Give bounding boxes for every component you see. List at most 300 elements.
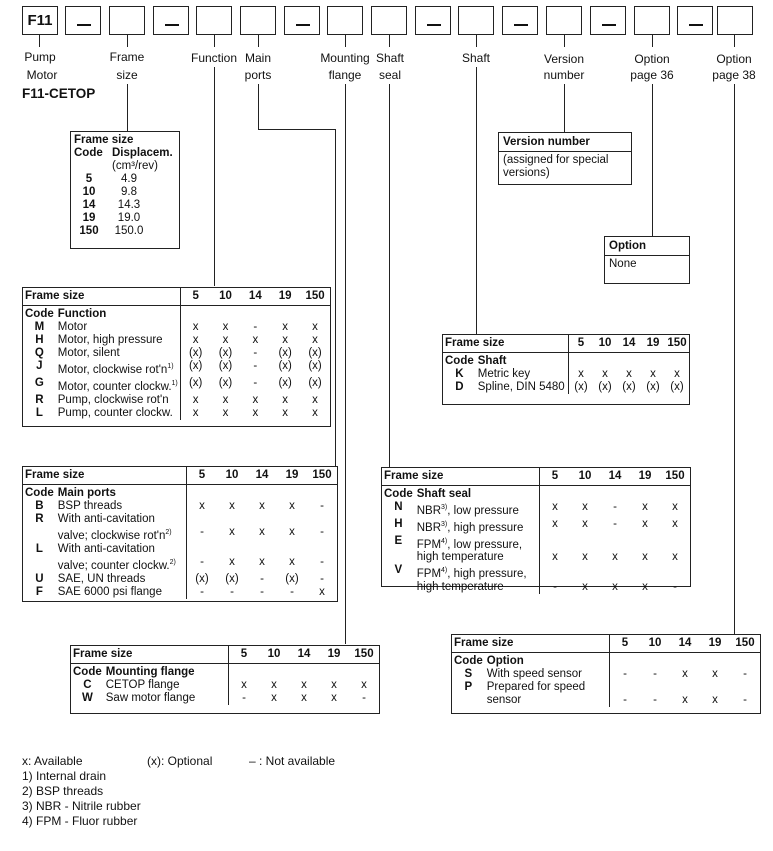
availability-cell: x: [252, 406, 259, 419]
code-header: Code: [25, 487, 54, 499]
availability-cell: -: [230, 585, 234, 598]
row-name: [104, 679, 229, 692]
availability-cell: x: [301, 679, 307, 691]
row-name-text: With speed sensor: [486, 668, 582, 680]
section-heading: Mounting flange: [105, 666, 195, 678]
row-name-text: NBR: [416, 504, 442, 517]
table-row: [23, 526, 337, 543]
availability-cell: x: [712, 668, 718, 680]
availability-cell: [247, 543, 277, 556]
availability-cell: x: [312, 393, 318, 406]
unit-label: (cm³/rev): [112, 160, 158, 172]
version-title: Version number: [499, 133, 631, 152]
size-col-5: 5: [540, 468, 571, 486]
frame-size-value: 14.3: [117, 199, 141, 211]
availability-cell: x: [602, 368, 608, 380]
label-main: Main: [244, 51, 271, 65]
row-name: [476, 381, 569, 394]
availability-cell: x: [312, 334, 318, 346]
availability-cell: x: [229, 526, 235, 538]
legend-optional: (x): Optional: [147, 754, 213, 768]
table-row: [23, 513, 337, 526]
size-col-19: 19: [277, 467, 307, 485]
size-col-5: 5: [229, 646, 260, 664]
row-name: [56, 407, 181, 420]
availability-cell: (x): [225, 572, 239, 585]
row-code: W: [81, 692, 93, 704]
size-col-19: 19: [270, 288, 300, 306]
size-col-19: 19: [641, 335, 665, 353]
row-name: [415, 501, 540, 518]
availability-cell: [277, 513, 307, 526]
availability-cell: [700, 681, 730, 694]
footnote-3: 3) NBR - Nitrile rubber: [22, 799, 141, 813]
availability-cell: -: [260, 585, 264, 598]
availability-cell: [610, 681, 641, 694]
availability-cell: [630, 564, 660, 581]
frame-size-row: [74, 212, 176, 225]
availability-cell: (x): [598, 381, 612, 393]
footnote-ref: 4): [441, 567, 448, 575]
availability-cell: [277, 543, 307, 556]
row-name-text: CETOP flange: [105, 679, 180, 691]
frame-size-value: 150.0: [114, 225, 144, 237]
availability-cell: [187, 543, 218, 556]
row-code: R: [35, 513, 44, 525]
version-text-1: (assigned for special: [503, 154, 609, 166]
footnote-ref: 2): [169, 558, 176, 566]
availability-cell: -: [320, 526, 324, 538]
availability-cell: (x): [218, 376, 233, 389]
row-name-text: Motor, high pressure: [57, 334, 163, 346]
availability-cell: (x): [285, 572, 299, 585]
availability-cell: -: [253, 347, 258, 359]
availability-cell: (x): [670, 381, 684, 393]
availability-cell: -: [253, 360, 258, 372]
availability-cell: (x): [218, 360, 233, 372]
row-code: C: [83, 679, 92, 691]
availability-cell: x: [672, 551, 678, 564]
label-mounting: Mounting: [320, 51, 370, 65]
row-code: [23, 556, 56, 573]
availability-cell: -: [362, 692, 366, 704]
row-code: N: [394, 501, 403, 513]
frame-size-title: Frame size: [74, 134, 134, 146]
availability-cell: (x): [308, 347, 322, 359]
size-col-150: 150: [665, 335, 689, 353]
table-row: [23, 334, 330, 347]
code-header: Code: [74, 147, 103, 159]
code-header: Code: [73, 666, 102, 678]
section-heading: Function: [57, 308, 107, 320]
label-pump: Pump: [24, 50, 56, 64]
availability-cell: x: [582, 517, 588, 530]
availability-cell: x: [289, 526, 295, 538]
availability-cell: x: [252, 393, 259, 406]
row-code: Q: [34, 347, 44, 359]
footnote-ref: 1): [171, 379, 178, 387]
row-name: [56, 321, 181, 334]
availability-cell: x: [229, 500, 235, 512]
dash-box: [284, 6, 320, 35]
footnote-ref: 2): [165, 529, 172, 536]
frame-size-header: Frame size: [71, 646, 229, 664]
availability-cell: -: [743, 668, 747, 680]
availability-cell: (x): [278, 360, 292, 372]
version-text-2: versions): [503, 167, 550, 179]
code-header: Code: [25, 308, 54, 320]
legend-not-available: – : Not available: [249, 754, 336, 768]
availability-cell: x: [540, 551, 571, 564]
size-col-10: 10: [640, 635, 670, 653]
footnote-2: 2) BSP threads: [22, 784, 104, 798]
availability-cell: (x): [180, 360, 210, 377]
table-row: [23, 360, 330, 377]
availability-cell: x: [569, 368, 594, 381]
availability-cell: x: [229, 679, 260, 692]
table-row: [23, 573, 337, 586]
dash-box: [677, 6, 713, 35]
table-row: [452, 668, 760, 681]
frame-size-row: [74, 173, 176, 186]
table-row: [443, 368, 689, 381]
availability-cell: [307, 543, 337, 556]
table-row: [452, 681, 760, 694]
label-motor: Motor: [26, 68, 58, 82]
availability-cell: -: [187, 556, 218, 573]
row-code: B: [35, 500, 44, 512]
section-heading: Main ports: [57, 487, 116, 499]
availability-cell: x: [672, 517, 678, 530]
availability-cell: [540, 564, 571, 581]
availability-cell: x: [259, 526, 265, 538]
row-code: [382, 551, 415, 564]
row-name-text: sensor: [486, 694, 522, 706]
version-number-slot: [546, 6, 582, 35]
row-name-text: Motor, counter clockw.: [57, 380, 172, 393]
row-name-text: valve; clockwise rot'n: [57, 529, 166, 542]
size-col-14: 14: [289, 646, 319, 664]
availability-cell: x: [282, 406, 289, 419]
row-code: [382, 581, 415, 594]
availability-cell: [570, 535, 600, 552]
row-name-text: Motor, silent: [57, 347, 120, 359]
label-page-36: page 36: [630, 68, 674, 82]
row-name: [56, 500, 187, 513]
frame-size-slot: [109, 6, 145, 35]
size-col-5: 5: [180, 288, 210, 306]
row-name: [415, 518, 540, 535]
row-name: [56, 513, 187, 526]
row-name: [56, 377, 181, 394]
availability-cell: -: [229, 692, 260, 705]
option-38-slot: [717, 6, 753, 35]
label-shaft-seal-1: Shaft: [375, 51, 405, 65]
row-code: R: [35, 393, 44, 406]
row-name: [415, 581, 540, 594]
availability-cell: x: [289, 500, 295, 512]
row-name: [415, 564, 540, 581]
row-code: S: [464, 668, 473, 680]
availability-cell: (x): [278, 347, 292, 359]
availability-cell: x: [282, 321, 289, 333]
availability-cell: [600, 564, 630, 581]
availability-cell: x: [642, 551, 648, 564]
row-name: [56, 556, 187, 573]
availability-cell: x: [319, 585, 325, 598]
availability-cell: [640, 681, 670, 694]
size-col-5: 5: [569, 335, 594, 353]
section-heading: Shaft seal: [416, 488, 472, 500]
availability-cell: x: [222, 406, 229, 419]
row-code: [452, 694, 485, 707]
footnote-4: 4) FPM - Fluor rubber: [22, 814, 138, 828]
row-name-text: Spline, DIN 5480: [477, 381, 565, 393]
footnote-ref: 4): [441, 537, 448, 545]
availability-cell: x: [361, 679, 367, 691]
availability-cell: -: [653, 668, 657, 680]
prefix-box: [22, 6, 58, 35]
row-code: V: [394, 564, 403, 577]
availability-cell: -: [320, 572, 324, 585]
option-box: [604, 236, 690, 284]
row-name: [56, 360, 181, 377]
table-row: [382, 564, 690, 581]
availability-cell: -: [260, 572, 264, 585]
availability-cell: x: [642, 501, 648, 513]
frame-size-header: Frame size: [443, 335, 569, 353]
size-col-19: 19: [700, 635, 730, 653]
table-row: [443, 381, 689, 394]
row-code: G: [34, 376, 44, 389]
row-name: [476, 368, 569, 381]
footnote-ref: 3): [441, 520, 448, 528]
frame-size-value: 4.9: [121, 173, 137, 185]
availability-cell: x: [312, 406, 318, 419]
row-code: J: [36, 360, 43, 372]
availability-cell: (x): [278, 376, 292, 389]
availability-cell: x: [642, 517, 648, 530]
availability-cell: [600, 535, 630, 552]
availability-cell: x: [626, 368, 632, 380]
availability-cell: x: [222, 321, 229, 333]
availability-cell: x: [282, 393, 289, 406]
label-shaft: Shaft: [461, 51, 491, 65]
row-code: M: [34, 321, 45, 333]
frame-size-value: 19.0: [117, 212, 141, 224]
row-name-text: FPM: [416, 568, 442, 581]
row-name-text: SAE 6000 psi flange: [57, 585, 162, 598]
function-table: [22, 287, 331, 427]
footnote-1: 1) Internal drain: [22, 769, 107, 783]
label-ports: ports: [244, 68, 272, 82]
footnote-ref: 1): [167, 363, 174, 370]
dash-box: [65, 6, 101, 35]
availability-cell: [660, 535, 690, 552]
availability-cell: [247, 513, 277, 526]
row-name: [415, 551, 540, 564]
availability-cell: [730, 681, 760, 694]
row-name: [485, 681, 610, 694]
availability-cell: (x): [308, 360, 322, 372]
row-name: [485, 668, 610, 681]
row-name-text: high temperature: [416, 581, 504, 594]
dash-box: [153, 6, 189, 35]
row-name: [56, 586, 187, 599]
row-code: F: [35, 585, 43, 598]
row-code: D: [455, 381, 464, 393]
frame-size-value: 9.8: [121, 186, 137, 198]
label-function: Function: [190, 51, 238, 65]
table-row: [23, 556, 337, 573]
table-row: [71, 692, 379, 705]
availability-cell: -: [253, 376, 258, 389]
availability-cell: [217, 513, 247, 526]
row-name: [56, 543, 187, 556]
shaft-seal-slot: [371, 6, 407, 35]
section-heading: Option: [486, 655, 524, 667]
row-name-suffix: , high pressure,: [447, 568, 527, 581]
size-col-14: 14: [600, 468, 630, 486]
availability-cell: x: [582, 551, 588, 564]
row-name: [56, 347, 181, 360]
availability-cell: -: [320, 555, 324, 568]
availability-cell: x: [331, 692, 337, 704]
table-row: [23, 321, 330, 334]
availability-cell: (x): [218, 347, 233, 359]
availability-cell: x: [674, 368, 680, 380]
label-flange: flange: [328, 68, 362, 82]
size-col-10: 10: [593, 335, 617, 353]
row-code: L: [35, 542, 43, 555]
section-heading: Shaft: [477, 355, 507, 367]
option-none: None: [609, 258, 637, 270]
availability-cell: -: [320, 500, 324, 512]
availability-cell: (x): [569, 381, 594, 394]
size-col-10: 10: [570, 468, 600, 486]
table-row: [382, 581, 690, 594]
table-row: [23, 500, 337, 513]
table-row: [23, 347, 330, 360]
frame-size-header: Frame size: [382, 468, 540, 486]
row-name: [56, 394, 181, 407]
legend-available: x: Available: [22, 754, 83, 768]
availability-cell: -: [673, 581, 677, 594]
availability-cell: x: [540, 518, 571, 535]
prefix-text: F11: [27, 12, 53, 29]
row-name-text: With anti-cavitation: [57, 542, 155, 555]
code-header: Code: [445, 355, 474, 367]
row-name-text: SAE, UN threads: [57, 572, 146, 585]
table-row: [23, 586, 337, 599]
label-number: number: [543, 68, 585, 82]
dash-box: [502, 6, 538, 35]
footnote-ref: 3): [441, 504, 448, 511]
availability-cell: x: [187, 500, 218, 513]
row-name-text: Motor, clockwise rot'n: [57, 363, 168, 376]
size-col-14: 14: [670, 635, 700, 653]
displacement-header: Displacem.: [112, 147, 173, 159]
row-code: H: [394, 517, 403, 530]
table-row: [23, 394, 330, 407]
availability-cell: [540, 535, 571, 552]
row-name-text: BSP threads: [57, 500, 123, 512]
availability-cell: x: [222, 393, 229, 406]
frame-size-code: 150: [79, 225, 99, 237]
label-option-38: Option: [716, 52, 752, 66]
row-name: [415, 535, 540, 552]
dash-box: [590, 6, 626, 35]
size-col-19: 19: [630, 468, 660, 486]
code-header: Code: [454, 655, 483, 667]
row-name: [56, 573, 187, 586]
availability-cell: x: [259, 555, 265, 568]
availability-cell: (x): [622, 381, 636, 393]
row-name-text: valve; counter clockw.: [57, 559, 170, 572]
availability-cell: x: [712, 694, 718, 706]
availability-cell: -: [253, 321, 258, 333]
availability-cell: x: [582, 501, 588, 513]
frame-size-row: [74, 225, 176, 238]
table-row: [382, 535, 690, 552]
frame-size-code: 14: [82, 199, 96, 211]
availability-cell: x: [331, 679, 337, 691]
row-code: U: [35, 572, 44, 585]
availability-cell: x: [672, 501, 678, 513]
row-name: [104, 692, 229, 705]
size-col-150: 150: [307, 467, 337, 485]
row-name: [56, 526, 187, 543]
label-version: Version: [543, 52, 585, 66]
availability-cell: x: [271, 679, 277, 691]
size-col-14: 14: [240, 288, 270, 306]
label-size: size: [116, 68, 138, 82]
availability-cell: x: [229, 555, 235, 568]
availability-cell: x: [282, 334, 289, 346]
availability-cell: x: [180, 334, 210, 347]
availability-cell: (x): [180, 377, 210, 394]
shaft-seal-table: [381, 467, 691, 594]
row-code: L: [35, 406, 43, 419]
row-name-suffix: , high pressure: [447, 521, 524, 534]
availability-cell: -: [743, 694, 747, 706]
frame-size-row: [74, 186, 176, 199]
row-name-text: high temperature: [416, 551, 504, 564]
availability-cell: (x): [308, 376, 322, 389]
availability-cell: (x): [180, 347, 210, 360]
option-table: [451, 634, 761, 714]
availability-cell: x: [180, 394, 210, 407]
availability-cell: [660, 564, 690, 581]
availability-cell: -: [613, 517, 617, 530]
availability-cell: x: [642, 581, 648, 594]
table-row: [382, 501, 690, 518]
availability-cell: [630, 535, 660, 552]
size-col-14: 14: [247, 467, 277, 485]
frame-size-code: 19: [82, 212, 96, 224]
availability-cell: x: [682, 694, 688, 706]
size-col-19: 19: [319, 646, 349, 664]
availability-cell: [670, 681, 700, 694]
main-ports-table: [22, 466, 338, 602]
size-col-5: 5: [610, 635, 641, 653]
availability-cell: [307, 513, 337, 526]
size-col-10: 10: [217, 467, 247, 485]
row-name-text: Metric key: [477, 368, 531, 380]
label-frame: Frame: [109, 50, 145, 64]
shaft-slot: [458, 6, 494, 35]
table-row: [452, 694, 760, 707]
